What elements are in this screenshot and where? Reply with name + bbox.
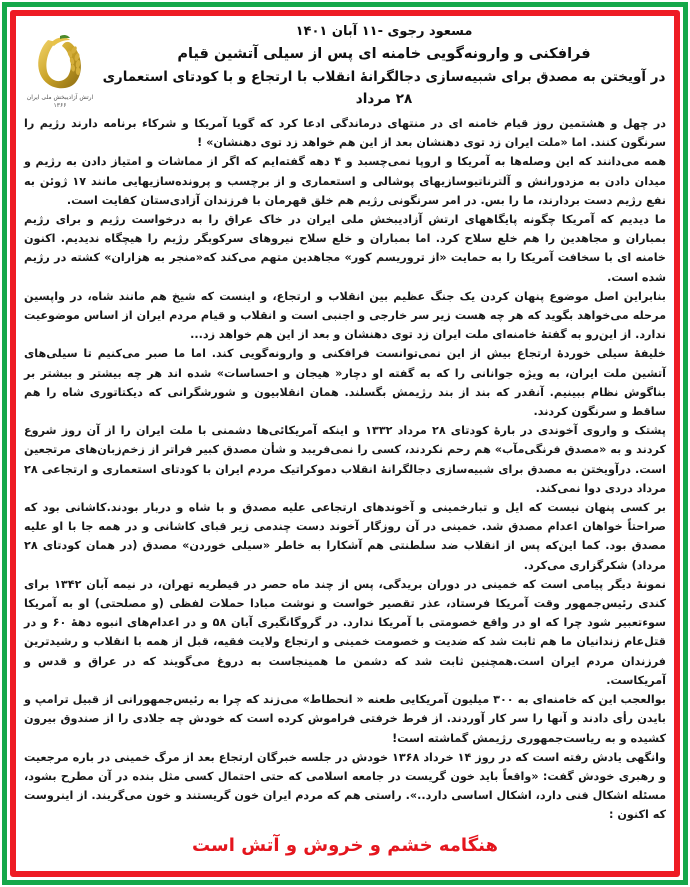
- main-title: فرافکنی و وارونه‌گویی خامنه ای پس از سیلی آتشین قیام: [177, 46, 591, 62]
- author-date-byline: مسعود رجوی -۱۱ آبان ۱۴۰۱: [295, 24, 473, 39]
- golden-wheat-dove-emblem-icon: [24, 22, 96, 110]
- paragraph: بر کسی پنهان نیست که ایل و تبارخمینی و آخوندهای ارتجاعی علیه مصدق و با شاه و دربار بودند.کاشانی بود که صراحتاً خواهان اعدام مصدق شد. خمینی در آن روزگار آخوند دست چندمی زیر قبای کاشانی و در همه جا با او علیه مصدق بود. کما این‌که پس از انقلاب ضد سلطنتی هم آشکارا به خاطر «سیلی خوردن» مصدق (در همان کودتای ۲۸ مرداد) شکرگزاری می‌کرد.: [24, 501, 666, 572]
- paragraph: وانگهی یادش رفته است که در روز ۱۴ خرداد ۱۳۶۸ خودش در جلسه خبرگان ارتجاع بعد از مرگ خمینی در باره مرجعیت و رهبری خودش گفت: «واقعاً باید خون گریست در جامعه اسلامی که حتی احتمال کسی مثل بنده در آن مطرح بشود، مسئله اشکال فنی دارد، اشکال اساسی دارد..». راستی هم که مردم ایران خون گریستند و خون می‌گریند. از اینروست که اکنون :: [23, 750, 666, 822]
- paragraph: خلیفهٔ سیلی خوردهٔ ارتجاع بیش از این نمی‌توانست فرافکنی و وارونه‌گویی کند. اما ما صبر می‌کنیم تا سیلی‌های آتشین ملت ایران، به ویژه جوانانی را که به گفته او دچار« هیجان و احساسات» شده اند هر چه بیشتر و بیشتر بر بناگوش نظام ببینیم. آنقدر که بند از بند رژیمش بگسلند. همان انقلابیون و شورشگرانی که دیکتاتوری شاه را هم ساقط و سرنگون کردند.: [24, 347, 666, 419]
- article-body: [24, 114, 666, 825]
- paragraph: ما دیدیم که آمریکا چگونه پایگاههای ارتش آزادیبخش ملی ایران در خاک عراق را به درخواست رژیم و برای رژیم بمباران و مجاهدین را هم خلع سلاح کرد. اما بمباران و خلع سلاح نیروهای سرکوبگر رژیم را هیچگاه ندیدیم. اکنون خامنه ای با سخافت آمریکا را به حمایت «از تروریسم کور» مجاهدین متهم می‌کند که«منجر به هزاران» کشته در رژیم شده است.: [24, 213, 666, 284]
- logo-caption-org: ارتش آزادیبخش ملی ایران: [26, 94, 94, 101]
- paragraph: بوالعجب این که خامنه‌ای به ۳۰۰ میلیون آمریکایی طعنه « انحطاط» می‌زند که چرا به رئیس‌جمهورانی از قبیل ترامپ و بایدن رأی دادند و آنها را سر کار آوردند. از فرط خرفتی فراموش کرده است که خودش چه جلادی را از صندوق بیرون کشیده و به ریاست‌جمهوری رژیمش گماشته است!: [24, 693, 666, 745]
- closing-slogan: هنگامه خشم و خروش و آتش است: [192, 834, 498, 856]
- paragraph: نمونهٔ دیگر پیامی است که خمینی در دوران بریدگی، پس از چند ماه حصر در قیطریه تهران، در نیمه آبان ۱۳۴۲ برای کندی رئیس‌جمهور وقت آمریکا فرستاد، عذر تقصیر خواست و نوشت مبادا حملات لفظی (و مصلحتی) او به آمریکا سوءتعبیر شود چرا که او در واقع خصومتی با آمریکا ندارد. در گروگانگیری آبان ۵۸ و در اعدام‌های انبوه دههٔ ۶۰ و در قتل‌عام زندانیان ما هم ثابت شد که ضدیت و خصومت خمینی و ارتجاع ولایت فقیه، قبل از همه با انقلاب و رشیدترین فرزندان مردم ایران است.همچنین ثابت شد که دشمن ما همینجاست به دروغ می‌گویند که در عراق و قدس و آمریکاست.: [24, 577, 666, 687]
- document-header: [24, 22, 666, 110]
- paragraph: پشتک و واروی آخوندی در بارهٔ کودتای ۲۸ مرداد ۱۳۳۲ و اینکه آمریکائی‌ها دشمنی با ملت ایران را از آن روز شروع کردند و به «مصدق فرنگی‌مآب» هم رحم نکردند، کسی را نمی‌فریبد و شأن مصدق کبیر فراتر از زخم‌زبان‌های مرتجعین است. درآویختن به مصدق برای شبیه‌سازی دجالگرانهٔ انقلاب دموکراتیک مردم ایران با کودتای استعماری و ارتجاعی ۲۸ مرداد دردی دوا نمی‌کند.: [24, 424, 667, 495]
- emblem-graphic: [30, 30, 90, 92]
- paragraph: بنابراین اصل موضوع پنهان کردن یک جنگ عظیم بین انقلاب و ارتجاع، و اینست که شیخ هم مانند شاه، در واپسین مرحله می‌خواهد بگوید که هر چه هست زیر سر خارجی و اجنبی است و انقلاب و قیام مردم ایران از اساس موضوعیت ندارد. از این‌رو به گفتهٔ خامنه‌ای ملت ایران زد توی دهنشان و بعد از این هم خواهد زد...: [24, 289, 666, 342]
- paragraph: همه می‌دانند که این وصله‌ها به آمریکا و اروپا نمی‌چسبد و ۴ دهه گفته‌ایم که اگر از مماشات و امتیاز دادن به رژیم و میدان دادن به مزدورانش و آلترناتیوسازیهای پوشالی و استعماری و از برچسب و پرونده‌سازیهایی مانند ۱۷ ژوئن به نفع رژیم دست بردارند، ما را بس. در امر سرنگونی رژیم هم خلق قهرمان با فرزندان آزادی‌ستان کفایت است.: [24, 155, 667, 207]
- sub-title: در آویختن به مصدق برای شبیه‌سازی دجالگرانهٔ انقلاب با ارتجاع و با کودتای استعماری ۲۸ مرداد: [102, 69, 666, 107]
- outer-green-border: [2, 2, 688, 885]
- title-block: [102, 22, 666, 110]
- inner-red-border: [10, 10, 680, 877]
- logo-caption: [24, 94, 96, 110]
- logo-caption-year: ۱۳۶۶: [53, 102, 67, 109]
- paragraph: در چهل و هشتمین روز قیام خامنه ای در منتهای درماندگی ادعا کرد که گویا آمریکا و شرکاء برنامه دارند رژیم را سرنگون کنند. اما «ملت ایران زد توی دهنشان بعد از این هم خواهد زد توی دهنشان» !: [24, 117, 666, 150]
